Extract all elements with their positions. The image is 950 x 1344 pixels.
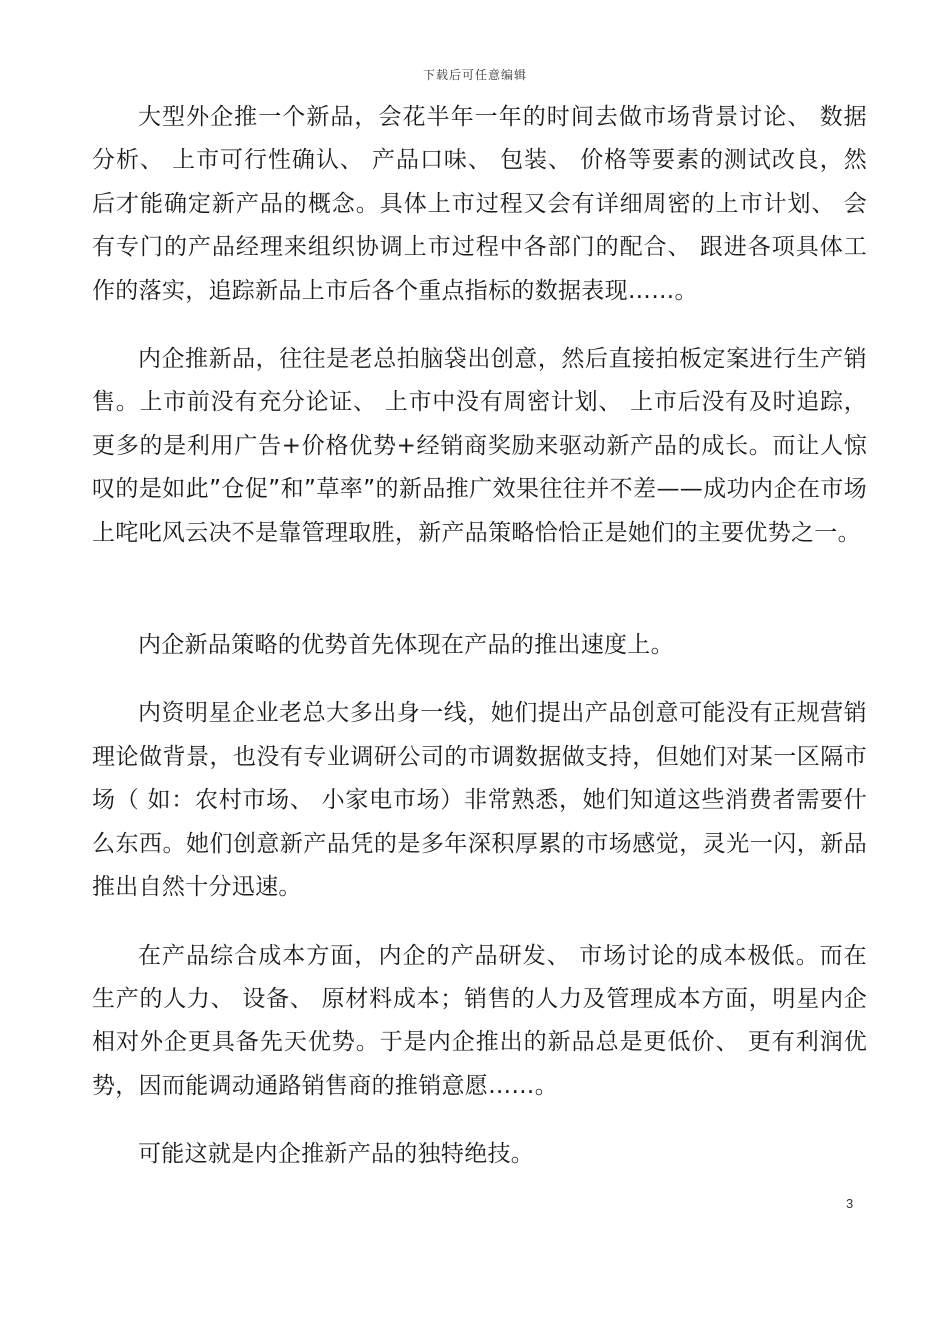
page-header: 下载后可任意编辑 [422,68,527,82]
page-number: 3 [846,1196,854,1211]
paragraph-cost-advantage: 在产品综合成本方面，内企的产品研发、 市场讨论的成本极低。而在生产的人力、 设备、 原材料成本；销售的人力及管理成本方面，明星内企相对外企更具备先天优势。于是内企推出的新品总是更低价、 更有利润优势，因而能调动通路销售商的推销意愿……。 [92,942,867,1099]
paragraph-market-intuition: 内资明星企业老总大多出身一线，她们提出产品创意可能没有正规营销理论做背景，也没有专业调研公司的市调数据做支持，但她们对某一区隔市场（ 如：农村市场、 小家电市场）非常熟悉，她们知道这些消费者需要什么东西。她们创意新产品凭的是多年深积厚累的市场感觉，灵光一闪，新品推出自然十分迅速。 [92,700,867,901]
paragraph-domestic-enterprise-launch: 内企推新品，往往是老总拍脑袋出创意，然后直接拍板定案进行生产销售。上市前没有充分论证、 上市中没有周密计划、 上市后没有及时追踪，更多的是利用广告+价格优势+经销商奖励来驱动新产品的成长。而让人惊叹的是如此”仓促”和”草率”的新品推广效果往往并不差——成功内企在市场上咤叱风云决不是靠管理取胜，新产品策略恰恰正是她们的主要优势之一。 [92,346,867,546]
paragraph-foreign-enterprise-launch: 大型外企推一个新品，会花半年一年的时间去做市场背景讨论、 数据分析、 上市可行性确认、 产品口味、 包装、 价格等要素的测试改良，然后才能确定新产品的概念。具体上市过程又会有详细周密的上市计划、 会有专门的产品经理来组织协调上市过程中各部门的配合、 跟进各项具体工作的落实，追踪新品上市后各个重点指标的数据表现……。 [92,104,867,304]
paragraph-conclusion: 可能这就是内企推新产品的独特绝技。 [138,1141,535,1168]
paragraph-speed-advantage: 内企新品策略的优势首先体现在产品的推出速度上。 [138,632,674,659]
document-body [92,96,867,1177]
